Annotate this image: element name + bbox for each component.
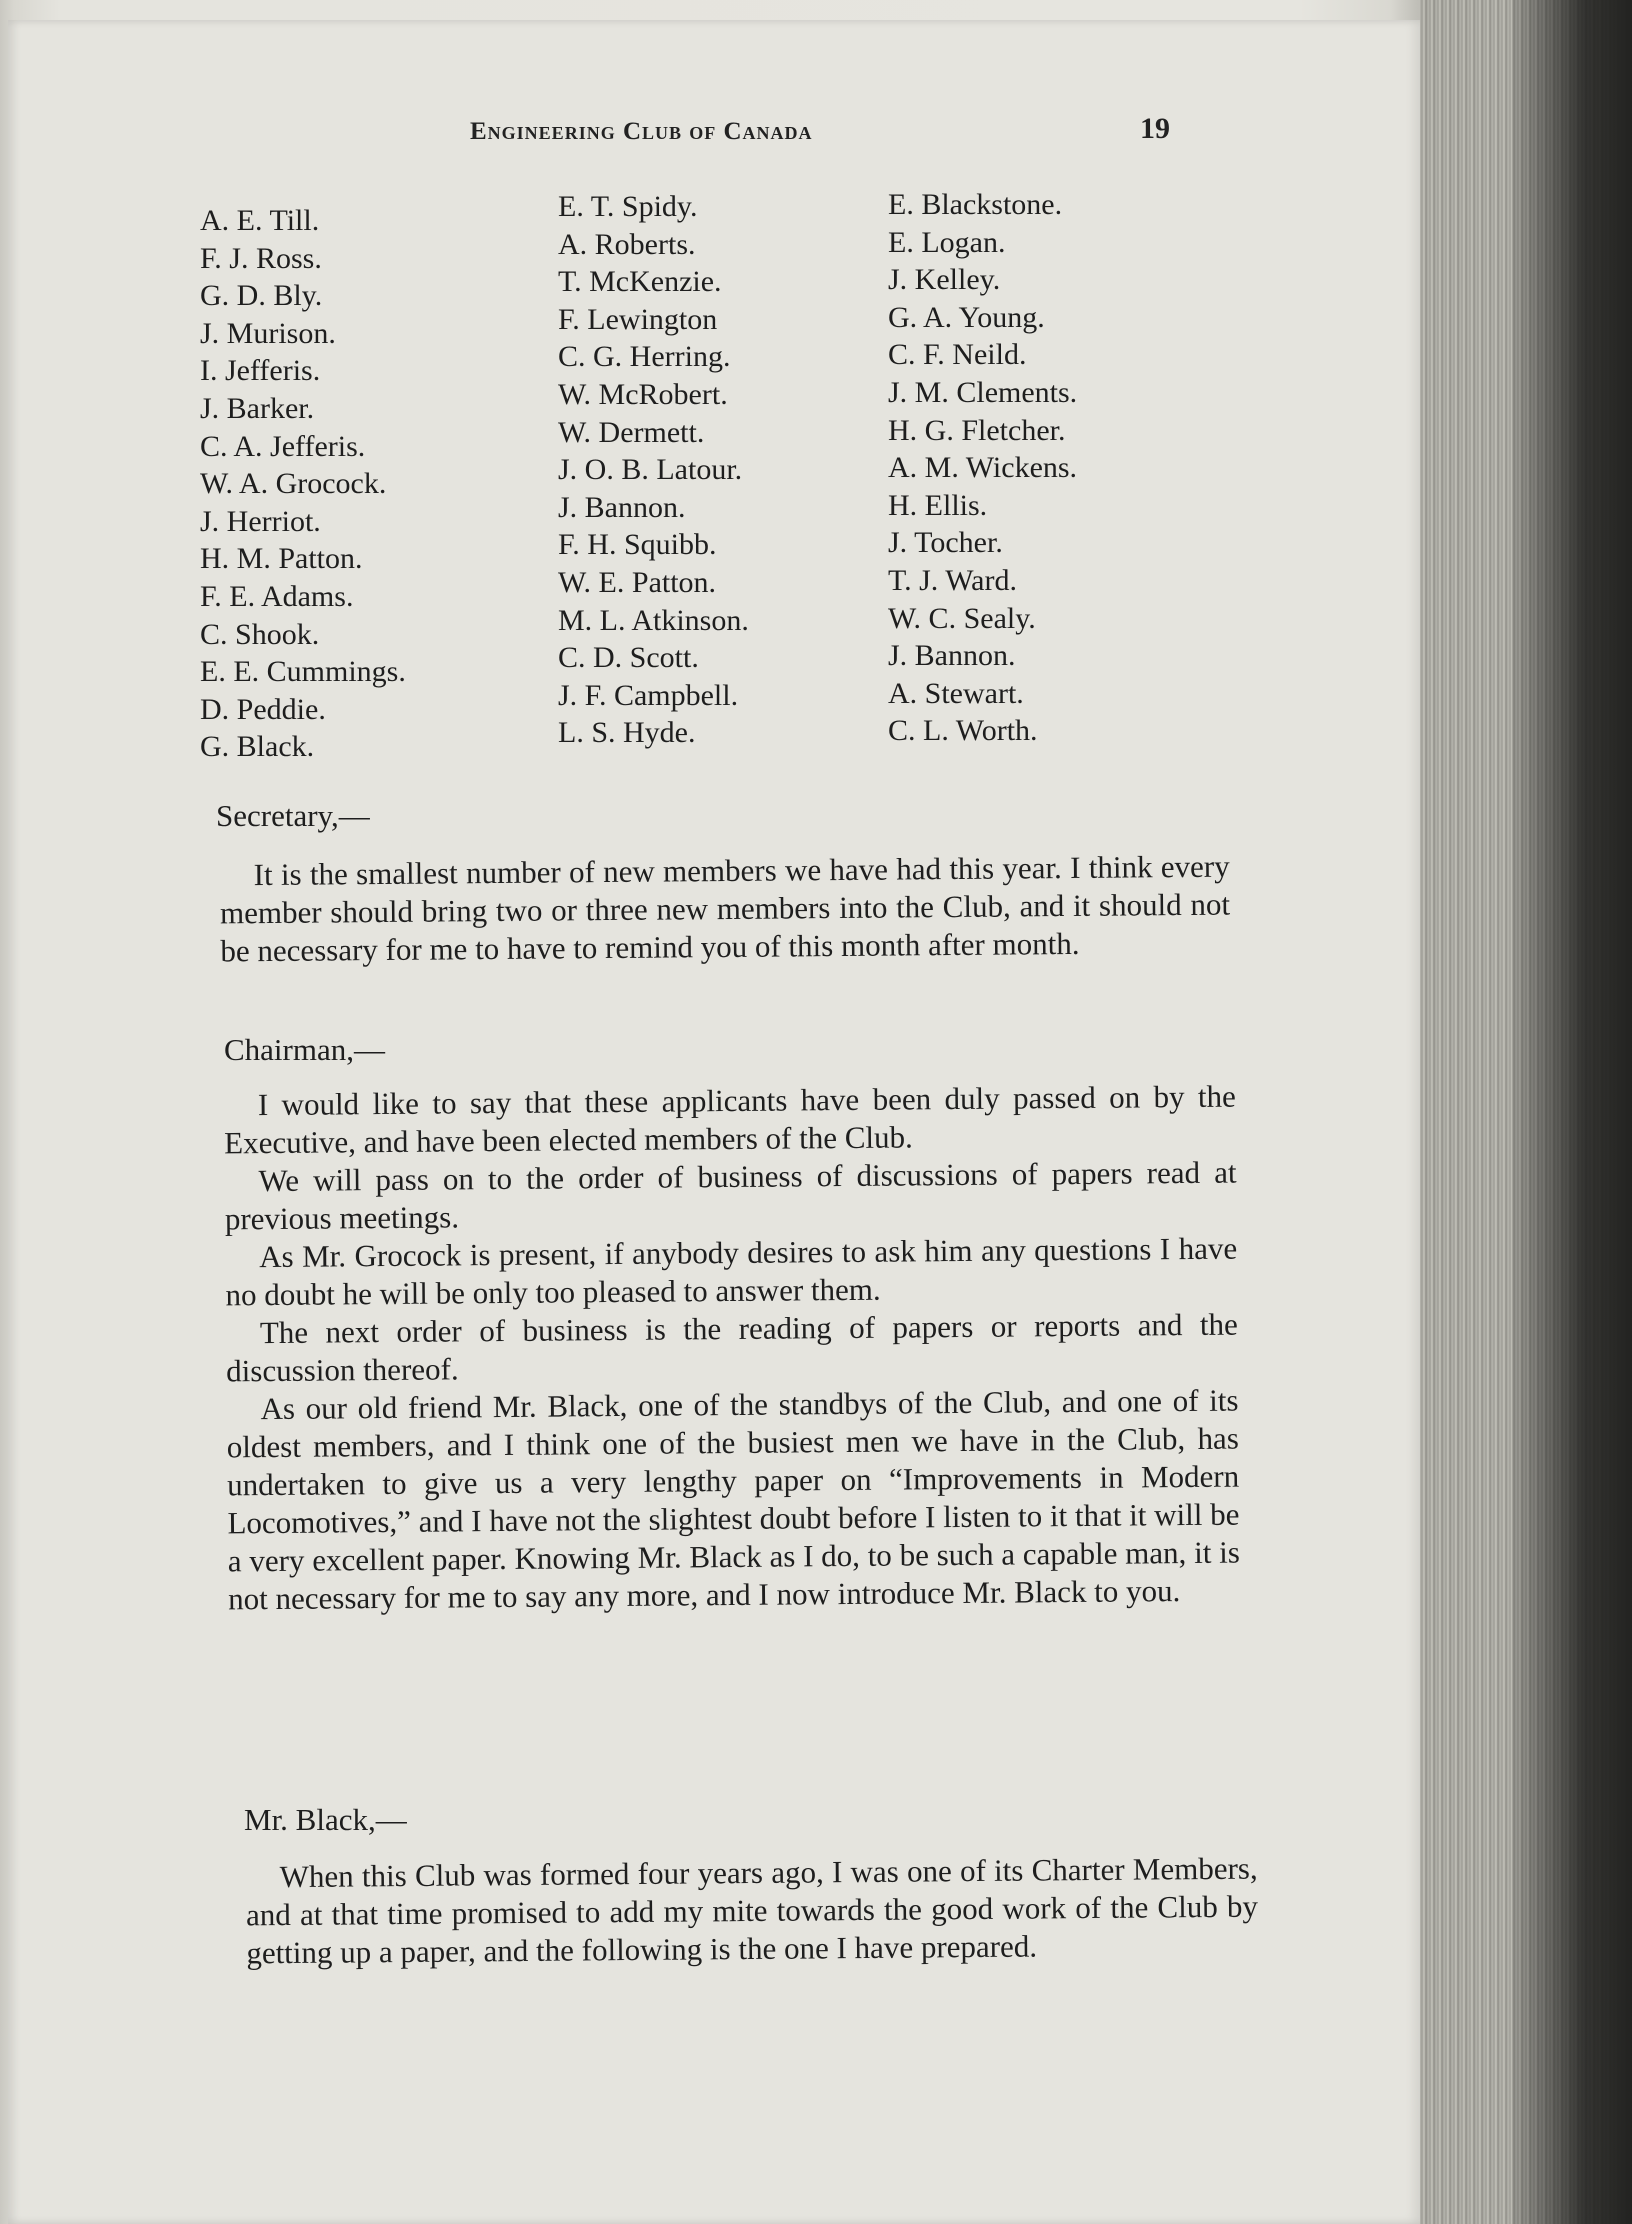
member-name: I. Jefferis. xyxy=(200,354,321,388)
member-name: G. D. Bly. xyxy=(200,279,323,313)
chairman-remarks xyxy=(224,1078,1241,1619)
member-name: F. Lewington xyxy=(558,302,718,336)
running-head: Engineering Club of Canada xyxy=(470,118,813,145)
member-name: J. Murison. xyxy=(200,316,336,350)
speaker-label-chairman: Chairman,— xyxy=(224,1032,385,1067)
secretary-remarks xyxy=(220,848,1231,971)
member-name: F. E. Adams. xyxy=(200,579,354,613)
member-name: H. M. Patton. xyxy=(200,542,363,576)
member-name: T. J. Ward. xyxy=(888,563,1017,597)
speaker-label-mr-black: Mr. Black,— xyxy=(244,1802,407,1837)
member-name: A. M. Wickens. xyxy=(888,451,1078,485)
page-header xyxy=(8,112,1428,152)
member-name: J. Herriot. xyxy=(200,504,321,538)
member-name: E. E. Cummings. xyxy=(200,655,406,689)
member-name: L. S. Hyde. xyxy=(558,716,696,750)
member-name: J. Bannon. xyxy=(558,490,686,524)
member-name: W. A. Grocock. xyxy=(200,467,387,501)
member-name: T. McKenzie. xyxy=(558,265,722,299)
member-name: F. J. Ross. xyxy=(200,241,322,275)
member-name: W. McRobert. xyxy=(558,377,728,411)
member-list-column-3 xyxy=(888,186,1077,750)
paragraph: When this Club was formed four years ago, I was one of its Charter Members, and at that time promised to add my mite towards the good work of the Club by getting up a paper, and the following is the one I have prepared. xyxy=(245,1850,1259,1971)
member-name: F. H. Squibb. xyxy=(558,528,717,562)
member-name: A. Roberts. xyxy=(558,227,696,261)
member-name: G. A. Young. xyxy=(888,300,1045,334)
mr-black-remarks xyxy=(246,1850,1259,1973)
member-name: E. T. Spidy. xyxy=(558,190,698,223)
book-page-edges xyxy=(1420,0,1632,2224)
member-name: C. L. Worth. xyxy=(888,714,1038,748)
member-name: E. Blackstone. xyxy=(888,188,1063,221)
member-name: J. F. Campbell. xyxy=(558,678,739,712)
paragraph: I would like to say that these applicants have been duly passed on by the Executive, and have been elected members of the Club. xyxy=(224,1078,1236,1161)
member-name: W. C. Sealy. xyxy=(888,601,1036,635)
member-name: C. D. Scott. xyxy=(558,641,699,675)
member-name: W. E. Patton. xyxy=(558,565,717,599)
member-name: J. Tocher. xyxy=(888,526,1003,560)
book-page xyxy=(8,20,1420,2224)
member-name: C. F. Neild. xyxy=(888,338,1027,372)
member-name: H. Ellis. xyxy=(888,488,988,522)
member-name: C. Shook. xyxy=(200,617,320,651)
member-name: A. E. Till. xyxy=(200,204,320,237)
member-name: C. G. Herring. xyxy=(558,340,731,374)
speaker-label-secretary: Secretary,— xyxy=(216,798,370,833)
member-name: J. Kelley. xyxy=(888,263,1001,297)
member-list-column-1 xyxy=(200,202,406,766)
member-name: E. Logan. xyxy=(888,225,1006,259)
paragraph: It is the smallest number of new members we have had this year. I think every member should bring two or three new members into the Club, and it should not be necessary for me to have to remind you of this month after month. xyxy=(219,848,1231,969)
member-name: W. Dermett. xyxy=(558,415,705,449)
paragraph: As our old friend Mr. Black, one of the standbys of the Club, and one of its oldest members, and I think one of the busiest men we have in the Club, has undertaken to give us a very lengthy paper on “Improvements in Modern Locomotives,” and I have not the slightest doubt before I listen to it that it will be a very excellent paper. Knowing Mr. Black as I do, to be such a capable man, it is not necessary for me to say any more, and I now introduce Mr. Black to you. xyxy=(226,1382,1240,1617)
member-name: H. G. Fletcher. xyxy=(888,413,1066,447)
member-name: C. A. Jefferis. xyxy=(200,429,366,463)
page-number: 19 xyxy=(1140,112,1170,145)
member-name: J. Barker. xyxy=(200,391,315,425)
member-name: J. M. Clements. xyxy=(888,375,1078,409)
paragraph: We will pass on to the order of business of discussions of papers read at previous meetings. xyxy=(224,1154,1237,1237)
member-name: J. Bannon. xyxy=(888,639,1016,673)
member-name: A. Stewart. xyxy=(888,676,1024,710)
paragraph: The next order of business is the reading of papers or reports and the discussion thereof. xyxy=(226,1306,1238,1389)
member-name: J. O. B. Latour. xyxy=(558,453,743,487)
member-list-column-2 xyxy=(558,188,749,752)
member-name: D. Peddie. xyxy=(200,692,326,726)
member-name: G. Black. xyxy=(200,730,315,764)
paragraph: As Mr. Grocock is present, if anybody desires to ask him any questions I have no doubt he will be only too pleased to answer them. xyxy=(225,1230,1238,1313)
member-name: M. L. Atkinson. xyxy=(558,603,749,637)
